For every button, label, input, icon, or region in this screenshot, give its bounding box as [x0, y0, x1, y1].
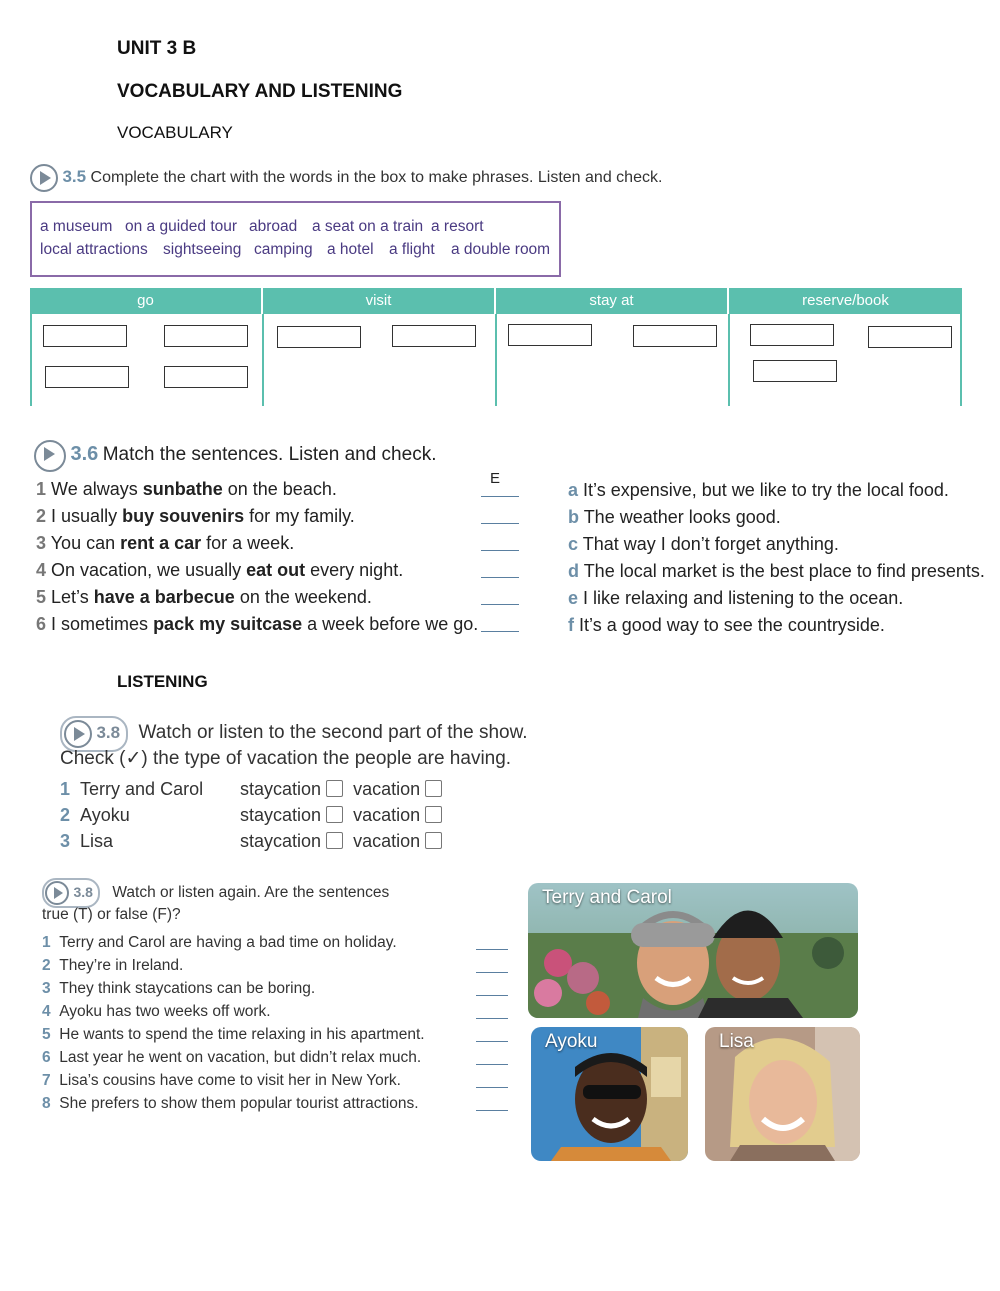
tf-item-4: 4 Ayoku has two weeks off work.: [42, 1003, 271, 1020]
play-audio-icon[interactable]: [34, 440, 66, 472]
word-item: abroad: [249, 218, 298, 235]
ex35-heading: [30, 164, 662, 192]
match-item-1: 1 We always sunbathe on the beach.: [36, 479, 337, 499]
word-item: camping: [254, 241, 313, 258]
tf-item-3: 3 They think staycations can be boring.: [42, 980, 316, 997]
match-option-f: f It’s a good way to see the countryside.: [568, 615, 885, 635]
word-item: a flight: [389, 241, 435, 258]
ex38a-instruction-2: Check (✓) the type of vacation the people are having.: [60, 748, 512, 769]
chart-header-reserve-book: reserve/book: [729, 288, 962, 314]
section-title: VOCABULARY AND LISTENING: [117, 81, 403, 102]
tf-blank[interactable]: [476, 1110, 508, 1111]
vacation-checkbox[interactable]: [425, 780, 442, 797]
tf-item-1: 1 Terry and Carol are having a bad time on holiday.: [42, 934, 397, 951]
match-item-4: 4 On vacation, we usually eat out every night.: [36, 560, 404, 580]
vacation-checkbox[interactable]: [425, 806, 442, 823]
word-item: a hotel: [327, 241, 374, 258]
staycation-checkbox[interactable]: [326, 806, 343, 823]
tf-item-2: 2 They’re in Ireland.: [42, 957, 184, 974]
answer-1: E: [490, 470, 501, 487]
word-item: a museum: [40, 218, 113, 235]
match-option-a: a It’s expensive, but we like to try the local food.: [568, 480, 949, 500]
answer-box-book-2[interactable]: [868, 326, 952, 348]
tf-blank[interactable]: [476, 1041, 508, 1042]
choice-row-2: staycation vacation: [240, 805, 442, 826]
photo-terry-carol: [528, 883, 858, 1018]
match-option-e: e I like relaxing and listening to the ocean.: [568, 588, 904, 608]
tf-blank[interactable]: [476, 949, 508, 950]
ex38b-heading: [42, 878, 389, 908]
answer-blank[interactable]: [481, 604, 519, 605]
tf-item-8: 8 She prefers to show them popular tourist attractions.: [42, 1095, 419, 1112]
tf-item-6: 6 Last year he went on vacation, but didn’t relax much.: [42, 1049, 422, 1066]
word-item: on a guided tour: [125, 218, 238, 235]
answer-box-book-1[interactable]: [750, 324, 834, 346]
word-box: [30, 201, 561, 277]
answer-box-visit-1[interactable]: [277, 326, 361, 348]
staycation-checkbox[interactable]: [326, 780, 343, 797]
answer-box-book-3[interactable]: [753, 360, 837, 382]
ex35-number: 3.5: [62, 167, 87, 187]
match-item-6: 6 I sometimes pack my suitcase a week before we go.: [36, 614, 479, 634]
word-item: a double room: [451, 241, 551, 258]
tf-blank[interactable]: [476, 1087, 508, 1088]
ex36-number: 3.6: [70, 443, 99, 466]
play-audio-icon[interactable]: [64, 720, 92, 748]
play-audio-icon[interactable]: [30, 164, 58, 192]
ex38b-instruction-1: Watch or listen again. Are the sentences: [112, 884, 390, 902]
listening-label: LISTENING: [117, 672, 208, 691]
answer-box-visit-2[interactable]: [392, 325, 476, 347]
word-item: a resort: [431, 218, 484, 235]
ex38b-instruction-2: true (T) or false (F)?: [42, 906, 181, 923]
answer-box-stay-1[interactable]: [508, 324, 592, 346]
answer-box-go-2[interactable]: [164, 325, 248, 347]
answer-blank[interactable]: [481, 523, 519, 524]
tf-blank[interactable]: [476, 1064, 508, 1065]
answer-blank[interactable]: [481, 496, 519, 497]
ex36-heading: [34, 440, 436, 472]
person-row-1: 1 Terry and Carol: [60, 779, 204, 799]
answer-box-go-4[interactable]: [164, 366, 248, 388]
tf-blank[interactable]: [476, 995, 508, 996]
answer-blank[interactable]: [481, 550, 519, 551]
ex35-instruction: Complete the chart with the words in the box to make phrases. Listen and check.: [90, 169, 663, 187]
person-row-2: 2 Ayoku: [60, 805, 130, 825]
tf-item-5: 5 He wants to spend the time relaxing in his apartment.: [42, 1026, 425, 1043]
match-item-5: 5 Let’s have a barbecue on the weekend.: [36, 587, 372, 607]
photo-lisa: [705, 1027, 860, 1161]
photo-label-lisa: Lisa: [719, 1031, 754, 1052]
staycation-checkbox[interactable]: [326, 832, 343, 849]
match-item-2: 2 I usually buy souvenirs for my family.: [36, 506, 355, 526]
match-option-d: d The local market is the best place to find presents.: [568, 561, 985, 581]
choice-row-3: staycation vacation: [240, 831, 442, 852]
photo-label-ayoku: Ayoku: [545, 1031, 598, 1052]
answer-box-go-3[interactable]: [45, 366, 129, 388]
answer-blank[interactable]: [481, 577, 519, 578]
answer-box-go-1[interactable]: [43, 325, 127, 347]
match-option-c: c That way I don’t forget anything.: [568, 534, 839, 554]
ex38b-number: 3.8: [73, 884, 93, 901]
ex38a-number: 3.8: [96, 723, 121, 743]
tf-blank[interactable]: [476, 972, 508, 973]
chart-header-visit: visit: [263, 288, 494, 314]
photo-label-terry-carol: Terry and Carol: [542, 887, 672, 908]
photo-ayoku: [531, 1027, 688, 1161]
ex36-instruction: Match the sentences. Listen and check.: [102, 444, 437, 466]
choice-row-1: staycation vacation: [240, 779, 442, 800]
chart-header-go: go: [30, 288, 261, 314]
chart-header-stay-at: stay at: [496, 288, 727, 314]
answer-box-stay-2[interactable]: [633, 325, 717, 347]
match-option-b: b The weather looks good.: [568, 507, 781, 527]
vocabulary-label: VOCABULARY: [117, 123, 233, 142]
play-audio-icon[interactable]: [45, 881, 69, 905]
answer-blank[interactable]: [481, 631, 519, 632]
word-item: a seat on a train: [312, 218, 424, 235]
ex38a-instruction-1: Watch or listen to the second part of the show.: [138, 722, 528, 744]
word-item: local attractions: [40, 241, 148, 258]
unit-title: UNIT 3 B: [117, 38, 197, 59]
match-item-3: 3 You can rent a car for a week.: [36, 533, 295, 553]
vacation-checkbox[interactable]: [425, 832, 442, 849]
tf-blank[interactable]: [476, 1018, 508, 1019]
phrase-chart: [30, 288, 962, 408]
tf-item-7: 7 Lisa’s cousins have come to visit her in New York.: [42, 1072, 401, 1089]
word-item: sightseeing: [163, 241, 242, 258]
person-row-3: 3 Lisa: [60, 831, 114, 851]
